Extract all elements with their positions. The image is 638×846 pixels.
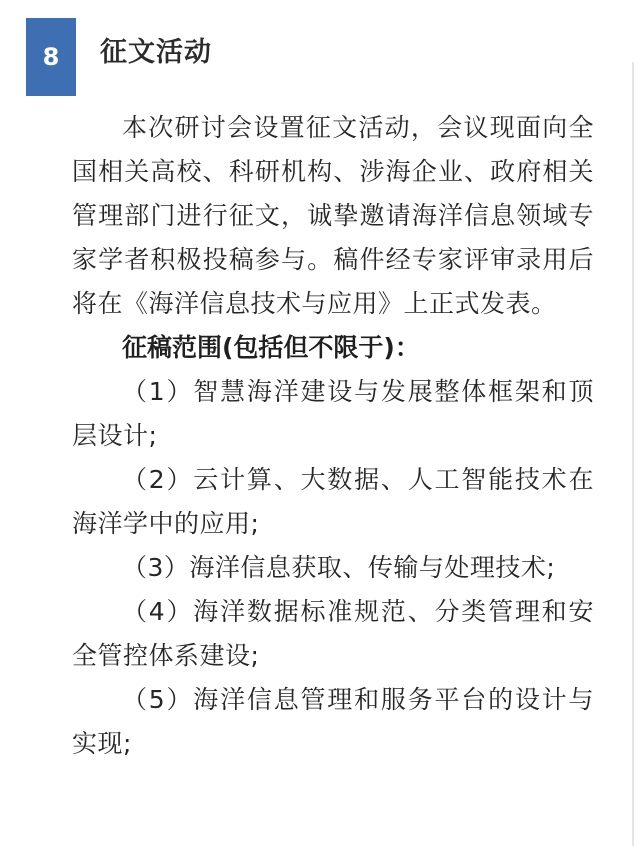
scope-item: （1）智慧海洋建设与发展整体框架和顶层设计;: [72, 377, 594, 450]
scope-item: （4）海洋数据标准规范、分类管理和安全管控体系建设;: [72, 597, 594, 670]
section-header: [0, 0, 638, 110]
section-content: [72, 106, 594, 766]
intro-paragraph: 本次研讨会设置征文活动，会议现面向全国相关高校、科研机构、涉海企业、政府相关管理部门进行征文，诚挚邀请海洋信息领域专家学者积极投稿参与。稿件经专家评审录用后将在《海洋信息技术与应用》上正式发表。: [72, 113, 594, 318]
section-title: 征文活动: [100, 37, 212, 68]
scope-heading: 征稿范围(包括但不限于)：: [122, 333, 420, 362]
scope-list: [72, 370, 594, 766]
scope-item: （3）海洋信息获取、传输与处理技术;: [122, 553, 556, 582]
scope-item: （5）海洋信息管理和服务平台的设计与实现;: [72, 685, 594, 758]
scope-item: （2）云计算、大数据、人工智能技术在海洋学中的应用;: [72, 465, 594, 538]
section-number-badge: 8: [26, 18, 76, 96]
page-edge-divider: [632, 62, 634, 846]
